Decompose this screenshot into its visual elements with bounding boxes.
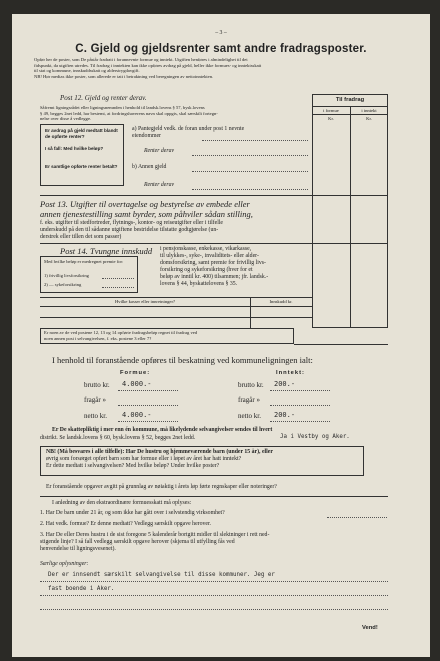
question-1: 1. Har De barn under 21 år, og som ikke har gått over i selvstendig virksomhet? bbox=[40, 510, 225, 516]
distrikt-line2: distrikt. Se landsk.lovens § 60, bysk.lovens § 52, begges 2net ledd. bbox=[40, 435, 196, 441]
til-fradrag-header: Til fradrag bbox=[335, 97, 365, 103]
saerlige-label: Særlige oplysninger: bbox=[40, 561, 89, 567]
post13-heading: Post 13. Utgifter til overtagelse og bestyrelse av embede eller annen tjenestestilling samt byrder, som påhviler sådan stilling, bbox=[40, 199, 253, 219]
post12-note: Såfremt ligningsrådet eller ligningsnemnden i henhold til landsk.lovens § 57, bysk.lovens § 49, begges 2net ledd, har bestemt, at fordringshaverens navn skal oppgis, skal særskilt fortegn- nelse over disse å vedlegge. bbox=[40, 105, 218, 122]
post12-heading: Post 12. Gjeld og renter derav. bbox=[60, 94, 147, 102]
saerlige-line-2[interactable]: fast boende i Aker. bbox=[48, 586, 115, 592]
intro-text: Opfør her de poster, som De påstår fradratt i forannevnte formue og inntekt. Utgiften henføres i almindelighet til det fidspunkt, da utgiften utredes. Til fradrag i inntekten kan ikke opføres avdrag på gjeld, heller ikke formues- og inntektsskatt til stat og kommune, innskuddsskatt og alderstrygdavgift. NB! Hør medtas ikke poster, som allerede er tatt i betraktning ved beregningen av nettoinntekten. bbox=[34, 57, 262, 79]
post13-body: f. eks. utgifter til stedfortreder, flytnings-, kontor- og reiseutgifter eller i tilfelle underskudd på den til sådanne utgiftene bestridelse tilstatte godtgjørelse (un- derstrek eller tillen det som passer) bbox=[40, 220, 224, 240]
foranstaende-question: Er foranstående opgaver avgitt på grunnlag av nøiaktig i årets løp førte regnskaper eller noteringer? bbox=[46, 484, 277, 490]
saerlige-line-1[interactable]: Der er innsendt særskilt selvangivelse til disse kommuner. Jeg er bbox=[48, 572, 275, 578]
section-title: C. Gjeld og gjeldsrenter samt andre fradragsposter. bbox=[75, 43, 367, 55]
question-3: 3. Har De eller Deres hustru i de sist foregone 5 kalenderår bortgitt midler til slektninger i rett ned- stigende linje? I så fall vedlegg særskilt opgave herover (skjema til utfylling fås ved henvendelse til ligningsvesenet). bbox=[40, 532, 270, 552]
kommune-heading: I henhold til foranstående opføres til beskatning ved kommuneligningen ialt: bbox=[52, 355, 313, 365]
post12-item-b: b) Annen gjeld bbox=[132, 164, 167, 170]
inntekt-brutto-value[interactable]: 200.- bbox=[274, 380, 296, 388]
formue-netto-value[interactable]: 4.000.- bbox=[122, 411, 152, 419]
page-number: – 3 – bbox=[215, 30, 227, 36]
formue-brutto-value[interactable]: 4.000.- bbox=[122, 380, 152, 388]
vend-label: Vend! bbox=[362, 625, 378, 631]
post14-heading: Post 14. Tvungne innskudd bbox=[60, 246, 153, 256]
col-inntekt: i inntekt bbox=[361, 108, 377, 113]
distrikt-line1: Er De skattepliktig i mer enn én kommune, må likelydende selvangivelser sendes til hvert bbox=[52, 427, 273, 433]
kasser-header: Hvilke kasser eller innretninger? bbox=[114, 299, 176, 304]
question-2: 2. Hat vedk. formue? Er denne medtatt? Vedlegg særskilt opgave herover. bbox=[40, 521, 212, 527]
post14-body: i pensjonskasse, enkekasse, vikarkasse, til ulykkes-, syke-, invaliditets- eller alder- domsforsikring, samt premie for frivillig livs- forsikring og sykeforsikring (hver for et beløp av inntil kr. 400) tilsammen; jfr. landsk.- lovens § 44, byskattelovens § 35. bbox=[160, 246, 269, 287]
post12-item-a: a) Pantegjeld vedk. de foran under post 1 nevnte eiendommer bbox=[132, 126, 245, 139]
inntekt-netto-value[interactable]: 200.- bbox=[274, 411, 296, 419]
ekstra-intro: I anledning av den ekstraordinære formuesskatt må oplyses: bbox=[52, 500, 192, 506]
distrikt-answer[interactable]: Ja i Vestby og Aker. bbox=[280, 434, 350, 440]
col-formue: i formue bbox=[323, 108, 339, 113]
form-page: – 3 – C. Gjeld og gjeldsrenter samt andre fradragsposter. Opfør her de poster, som De påstår fradratt i forannevnte formue og inntekt. Utgiften henføres i almindelighet til det fidspunkt, da utgiften utredes. Til fradrag i inntekten kan ikke opføres avdrag på gjeld, heller ikke formues- og inntektsskatt til stat og kommune, innskuddsskatt og alderstrygdavgift. NB! Hør medtas ikke poster, som allerede er tatt i betraktning ved beregningen av nettoinntekten. Til fradrag i formue i inntekt Kr. Kr. Post 12. Gjeld og renter derav. Såfremt ligningsrådet eller ligningsnemnden i henhold til landsk.lovens § 57, bysk.lovens § 49, begges 2net ledd, har bestemt, at fordringshaverens navn skal oppgis, skal særskilt fortegn- nelse over disse å vedlegge. Er avdrag på gjeld medtatt blandt de opførte renter? I så fall: Med hvilke beløp? Er samtlige opførte renter betalt? a) Pantegjeld vedk. de foran under post 1 nevnte eiendommer Renter derav b) Annen gjeld Renter derav Post 13. Utgifter til overtagelse og bestyrelse av embede eller annen tjenestestilling samt byrder, som påhviler sådan stilling, f. eks. utgifter til stedfortreder, flytnings-, kontor- og reiseutgifter eller i tilfelle underskudd på den til sådanne utgiftene bestridelse tilstatte godtgjørelse (un- derstrek eller tillen det som passer) Post 14. Tvungne innskudd Med hvilke beløp er medregnet premie for: 1) frivillig livsforsikring 2) — sykeforsikring i pensjonskasse, enkekasse, vikarkasse, til ulykkes-, syke-, invaliditets- eller alder- domsforsikring, samt premie for frivillig livs- forsikring og sykeforsikring (hver for et beløp av inntil kr. 400) tilsammen; jfr. landsk.- lovens § 44, byskattelovens § 35. Hvilke kasser eller innretninger? Innskudd kr. Er noen av de ved postene 12, 13 og 14 opførte fradragsbeløp regnet til fradrag ved noen annen post i selvangivelsen, f. eks. postene 3 eller 7? I henhold til foranstående opføres til beskatning ved kommuneligningen ialt: Formue: Inntekt: brutto kr. 4.000.- brutto kr. 200.- fragår » fragår » netto kr. 4.000.- netto kr. 200.- Er De skattepliktig i mer enn én kommune, må likelydende selvangivelser sendes til hvert distrikt. Se landsk.lovens § 60, bysk.lovens § 52, begges 2net ledd. Ja i Vestby og Aker. NB! (Må besvares i alle tilfelle): Har De hustru og hjemmeværende barn (under 15 år), eller øvrig som forsørget opført barn som har formue eller i løpet av året har hatt inntekt? Er dette medtatt i selvangivelsen? Med hvilke beløp? Under hvilke poster? Er foranstående opgaver avgitt på grunnlag av nøiaktig i årets løp førte regnskaper eller noteringer? I anledning av den ekstraordinære formuesskatt må oplyses: 1. Har De barn under 21 år, og som ikke har gått over i selvstendig virksomhet? 2. Hat vedk. formue? Er denne medtatt? Vedlegg særskilt opgave herover. 3. Har De eller Deres hustru i de sist foregone 5 kalenderår bortgitt midler til slektninger i rett ned- stigende linje? I så fall vedlegg særskilt opgave herover (skjema til utfylling fås ved henvendelse til ligningsvesenet). Særlige oplysninger: Der er innsendt særskilt selvangivelse til disse kommuner. Jeg er fast boende i Aker. Vend! bbox=[12, 14, 430, 657]
innskudd-header: Innskudd kr. bbox=[269, 299, 293, 304]
